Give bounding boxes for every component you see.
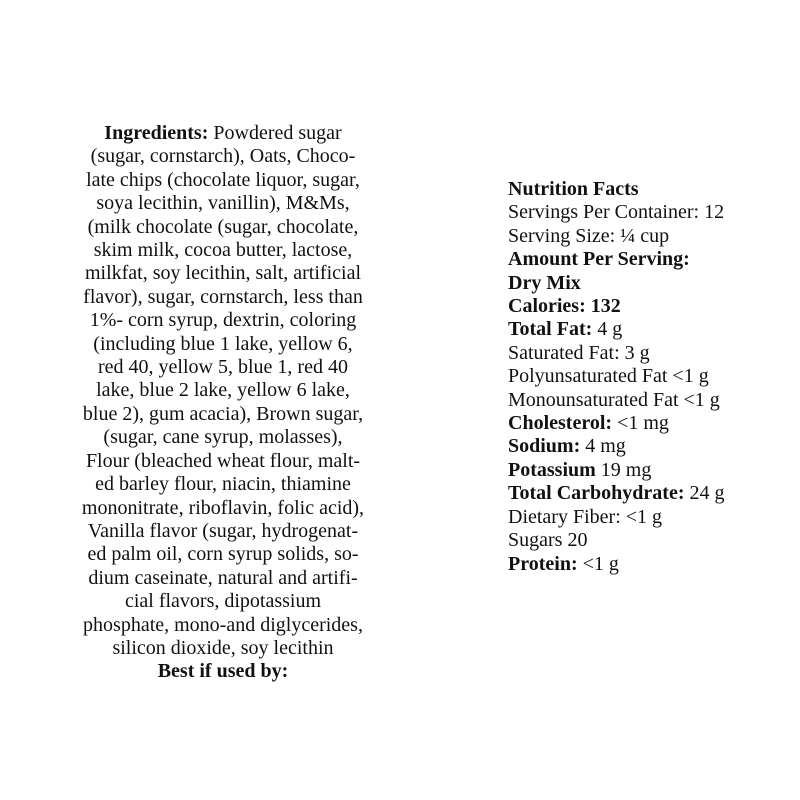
ingredients-line: silicon dioxide, soy lecithin: [112, 636, 334, 659]
potassium-label: Potassium: [508, 458, 596, 481]
polyunsaturated-fat-row: Polyunsaturated Fat <1 g: [508, 365, 709, 388]
ingredients-line: 1%- corn syrup, dextrin, coloring: [89, 309, 357, 332]
total-carbohydrate-row: [508, 482, 788, 505]
ingredients-line: dium caseinate, natural and artifi-: [88, 566, 358, 589]
potassium-value: 19 mg: [595, 458, 652, 481]
cholesterol-label: Cholesterol:: [508, 412, 613, 435]
protein-row: [508, 553, 788, 576]
ingredients-line: red 40, yellow 5, blue 1, red 40: [98, 356, 348, 379]
ingredients-line: soya lecithin, vanillin), M&Ms,: [96, 192, 350, 215]
ingredients-line: phosphate, mono-and diglycerides,: [83, 613, 363, 636]
sugars-row: Sugars 20: [508, 529, 588, 552]
protein-value: <1 g: [577, 552, 619, 575]
protein-label: Protein:: [508, 552, 578, 575]
cholesterol-value: <1 mg: [612, 412, 669, 435]
best-if-used-by-label: Best if used by:: [157, 660, 289, 683]
nutrition-facts-block: [508, 178, 788, 576]
sodium-value: 4 mg: [580, 435, 626, 458]
ingredients-line: Flour (bleached wheat flour, malt-: [85, 449, 361, 472]
ingredients-line: milkfat, soy lecithin, salt, artificial: [84, 262, 362, 285]
ingredients-block: [58, 122, 388, 684]
total-fat-label: Total Fat:: [508, 318, 593, 341]
ingredients-line: [58, 122, 388, 145]
total-fat-row: [508, 318, 788, 341]
ingredients-line: mononitrate, riboflavin, folic acid),: [81, 496, 365, 519]
servings-per-container: Servings Per Container: 12: [508, 201, 725, 224]
ingredients-line: late chips (chocolate liquor, sugar,: [86, 168, 360, 191]
monounsaturated-fat-row: Monounsaturated Fat <1 g: [508, 388, 720, 411]
amount-per-serving-heading: Amount Per Serving:: [508, 248, 690, 271]
ingredients-line: (including blue 1 lake, yellow 6,: [93, 332, 353, 355]
sodium-label: Sodium:: [508, 435, 581, 458]
ingredients-line: blue 2), gum acacia), Brown sugar,: [82, 402, 364, 425]
ingredients-line: (sugar, cornstarch), Oats, Choco-: [90, 145, 356, 168]
ingredients-line: ed barley flour, niacin, thiamine: [95, 473, 351, 496]
total-carbohydrate-value: 24 g: [684, 482, 725, 505]
saturated-fat-row: Saturated Fat: 3 g: [508, 341, 650, 364]
ingredients-line: cial flavors, dipotassium: [124, 590, 322, 613]
ingredients-line: flavor), sugar, cornstarch, less than: [83, 285, 363, 308]
calories-row: Calories: 132: [508, 295, 621, 318]
ingredients-line: ed palm oil, corn syrup solids, so-: [87, 543, 359, 566]
ingredients-line: skim milk, cocoa butter, lactose,: [93, 239, 353, 262]
ingredients-line: Vanilla flavor (sugar, hydrogenat-: [87, 519, 359, 542]
potassium-row: [508, 459, 788, 482]
sodium-row: [508, 435, 788, 458]
ingredients-line: lake, blue 2 lake, yellow 6 lake,: [96, 379, 350, 402]
serving-size: Serving Size: ¼ cup: [508, 224, 670, 247]
total-fat-value: 4 g: [592, 318, 623, 341]
nutrition-facts-title: Nutrition Facts: [508, 178, 639, 200]
cholesterol-row: [508, 412, 788, 435]
ingredients-line: (sugar, cane syrup, molasses),: [103, 426, 343, 449]
total-carbohydrate-label: Total Carbohydrate:: [508, 482, 685, 505]
dry-mix-heading: Dry Mix: [508, 271, 581, 294]
ingredients-heading: Ingredients:: [104, 122, 209, 144]
ingredients-line: (milk chocolate (sugar, chocolate,: [87, 215, 359, 238]
dietary-fiber-row: Dietary Fiber: <1 g: [508, 505, 663, 528]
ingredients-text: Powdered sugar: [208, 122, 342, 144]
